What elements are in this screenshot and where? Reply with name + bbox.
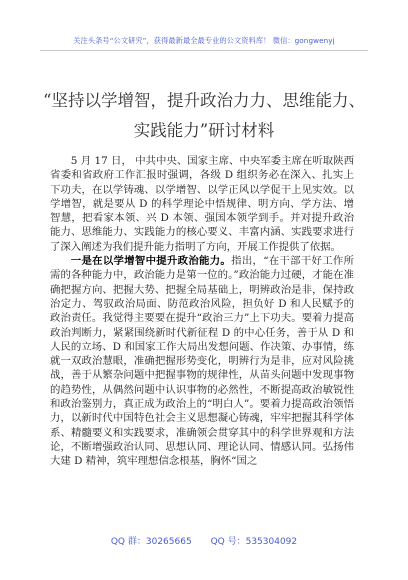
- footer-qq-group: QQ 群：30265665: [110, 537, 192, 547]
- header-divider: [40, 50, 368, 51]
- page-header-promo: 关注头条号“公文研究”，获得最新最全最专业的公文资料库！ 微信：gongwenyj: [73, 36, 335, 45]
- page-footer: [0, 534, 408, 547]
- paragraph-1: 5 月 17 日， 中共中央、国家主席、中央军委主席在听取陕西省委和省政府工作汇报时强调，各级 D 组织务必在深入、扎实上下功夫，在以学铸魂、以学增智、以学正风以学促干上见实效。以学增智，就是要从 D 的科学理论中悟规律、明方向、学方法、增智慧，把看家本领、兴 D 本领、强国本领学到手。并对提升政治能力、思维能力、实践能力的核心要义、丰富内涵、实践要求进行了深入阐述为我们提升能力指明了方向，开展工作提供了依据。: [50, 155, 354, 253]
- paragraph-2-text: 指出，“在干部干好工作所需的各种能力中，政治能力是第一位的。”政治能力过硬，才能在准确把握方向、把握大势、把握全局基础上，明辨政治是非，保持政治定力、驾驭政治局面、防范政治风险，担负好 D 和人民赋予的政治责任。我觉得主要要在提升“政治三力”上下功夫。要着力提高政治判断力，紧紧围绕新时代新征程 D 的中心任务，善于从 D 和人民的立场、D 和国家工作大局出发想问题、作决策、办事情，练就一双政治慧眼，准确把握形势变化，明辨行为是非，应对风险挑战，善于从繁杂问题中把握事物的规律性，从苗头问题中发现事物的趋势性，从偶然问题中认识事物的必然性，不断提高政治敏锐性和政治鉴别力，真正成为政治上的“明白人”。要着力提高政治领悟力，以新时代中国特色社会主义思想凝心铸魂，牢牢把握其科学体系、精髓要义和实践要求，准确领会贯穿其中的科学世界观和方法论，不断增强政治认同、思想认同、理论认同、情感认同。弘扬伟大建 D 精神，筑牢理想信念根基，胸怀“国之: [50, 255, 355, 468]
- title-line-1: “坚持以学增智，提升政治力力、思维能力、: [43, 91, 365, 110]
- document-title: [28, 86, 380, 146]
- footer-qq-number: QQ 号：535304092: [210, 537, 298, 547]
- document-body: [50, 154, 354, 469]
- title-line-2: 实践能力”研讨材料: [133, 121, 275, 140]
- paragraph-2: [50, 254, 354, 468]
- section-heading-political-ability: 一是在以学增智中提升政治能力。: [70, 255, 232, 268]
